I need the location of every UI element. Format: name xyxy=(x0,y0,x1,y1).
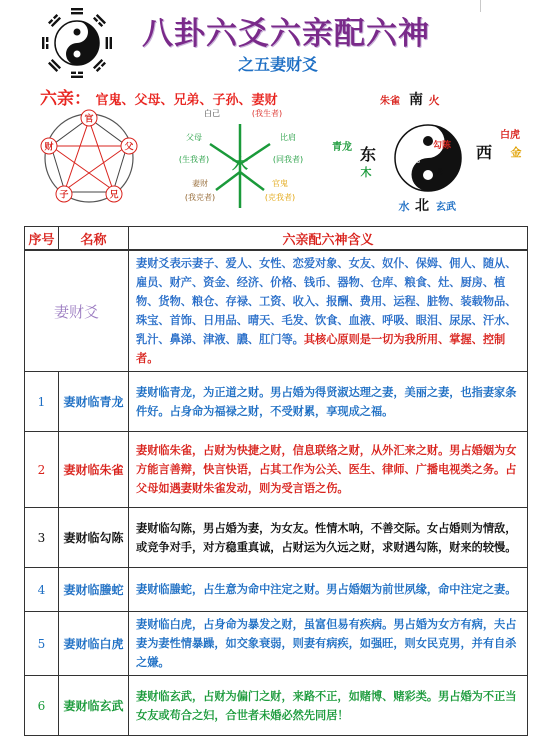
bagua-taiji-icon xyxy=(40,6,114,80)
row-no: 1 xyxy=(25,372,59,432)
cycle-node-5: 财 xyxy=(44,142,54,153)
meaning-table xyxy=(24,226,528,736)
branch-left-lower: 妻财 xyxy=(192,179,208,188)
god-zhuque: 朱雀 xyxy=(380,96,400,107)
god-tengshe: 螣蛇 xyxy=(404,155,420,164)
table-row xyxy=(25,372,528,432)
row-desc: 妻财临螣蛇，占生意为命中注定之财。男占婚姻为前世夙缘，命中注定之妻。 xyxy=(129,568,528,612)
branch-right-upper: 比肩 xyxy=(280,133,296,142)
cycle-node-2: 父 xyxy=(124,142,134,153)
elem-wood: 木 xyxy=(360,166,372,179)
header-name: 名称 xyxy=(59,227,129,251)
liuqin-label: 六亲： xyxy=(40,89,91,109)
table-row xyxy=(25,676,528,736)
row-name: 妻财临白虎 xyxy=(59,612,129,676)
intro-desc xyxy=(129,250,528,372)
branch-right-lower-tag: (克我者) xyxy=(264,193,296,202)
table-row xyxy=(25,508,528,568)
row-no: 6 xyxy=(25,676,59,736)
table-row xyxy=(25,250,528,372)
branch-right-lower: 官鬼 xyxy=(272,179,288,188)
elem-metal: 金 xyxy=(510,146,522,159)
branch-top-label: 白己 xyxy=(204,109,220,118)
cycle-node-4: 子 xyxy=(59,190,69,201)
dir-north: 北 xyxy=(415,198,429,214)
row-no: 5 xyxy=(25,612,59,676)
liuqin-items: 官鬼、父母、兄弟、子孙、妻财 xyxy=(95,93,278,108)
branch-left-lower-tag: (我克者) xyxy=(184,193,216,202)
branch-top-tag: (我生者) xyxy=(251,109,283,118)
liuqin-cycle-diagram xyxy=(30,106,148,206)
branch-right-upper-tag: (同我者) xyxy=(272,155,304,164)
god-qinglong: 青龙 xyxy=(332,142,352,153)
table-row xyxy=(25,432,528,508)
header-meaning: 六亲配六神含义 xyxy=(129,227,528,251)
cycle-node-3: 兄 xyxy=(109,190,119,201)
row-name: 妻财临玄武 xyxy=(59,676,129,736)
meaning-table-wrapper xyxy=(24,226,528,736)
elem-water: 水 xyxy=(398,200,410,213)
intro-name: 妻财爻 xyxy=(25,250,129,372)
god-xuanwu: 玄武 xyxy=(436,202,456,213)
elem-fire: 火 xyxy=(428,94,440,107)
branch-relation-diagram xyxy=(172,104,322,214)
god-gouchen: 勾陈 xyxy=(432,141,452,151)
six-gods-diagram xyxy=(330,90,535,220)
branch-center-wood: 木 xyxy=(231,155,249,174)
row-desc: 妻财临玄武，占财为偏门之财，来路不正，如赌博、赌彩类。男占婚为不正当女友或苟合之妇，合世者未婚必然先同居！ xyxy=(129,676,528,736)
intro-desc-text: 妻财爻表示妻子、爱人、女性、恋爱对象、女友、奴仆、保姆、佣人、随从、雇员、财产、资金、经济、价格、钱币、器物、仓库、粮食、灶、厨房、植物、货物、粮仓、存禄、工资、收入、报酬、费用、运程、脏物、装载物品、珠宝、首饰、日用品、晴天、毛发、饮食、血液、呼吸、眼泪、尿尿、汗水、乳汁、鼻涕、津液、膿、肛门等。 xyxy=(136,256,517,346)
row-desc: 妻财临勾陈，男占婚为妻，为女友。性情木呐，不善交际。女占婚则为情敌，或竞争对手，对方稳重真诚，占财运为久远之财，求财遇勾陈，财来的较慢。 xyxy=(129,508,528,568)
header-no: 序号 xyxy=(25,227,59,251)
page-title: 八卦六爻六亲配六神 xyxy=(142,16,430,52)
row-desc: 妻财临朱雀，占财为快捷之财，信息联络之财，从外汇来之财。男占婚姻为女方能言善辩，快言快语，占其工作为公关、医生、律师、广播电视类之务。占父母如遇妻财朱雀发动，则为受言语之伤。 xyxy=(129,432,528,508)
row-name: 妻财临青龙 xyxy=(59,372,129,432)
cycle-node-1: 官 xyxy=(84,114,94,125)
row-no: 4 xyxy=(25,568,59,612)
center-tag: 月 xyxy=(436,168,444,176)
branch-left-upper-tag: (生我者) xyxy=(178,155,210,164)
row-name: 妻财临螣蛇 xyxy=(59,568,129,612)
intro-desc-highlight: 其核心原则是一切为我所用、掌握、控制者。 xyxy=(136,332,506,365)
row-name: 妻财临勾陈 xyxy=(59,508,129,568)
branch-left-upper: 父母 xyxy=(186,133,202,142)
row-desc: 妻财临白虎，占身命为暴发之财，虽富但易有疾病。男占婚为女方有病，夫占妻为妻性情暴躁，如交象衰弱，则妻有病疾，如强旺，则女民克男，并有自杀之嫌。 xyxy=(129,612,528,676)
dir-west: 西 xyxy=(475,143,493,162)
row-no: 2 xyxy=(25,432,59,508)
row-name: 妻财临朱雀 xyxy=(59,432,129,508)
table-row xyxy=(25,568,528,612)
god-baihu: 白虎 xyxy=(500,130,520,141)
row-no: 3 xyxy=(25,508,59,568)
table-row xyxy=(25,612,528,676)
page-subtitle: 之五妻财爻 xyxy=(238,55,319,74)
dir-south: 南 xyxy=(409,92,423,108)
dir-east: 东 xyxy=(359,145,377,164)
row-desc: 妻财临青龙，为正道之财。男占婚为得贤淑达理之妻，美丽之妻，也指妻家条件好。占身命为福禄之财，不受财累，享现成之福。 xyxy=(129,372,528,432)
